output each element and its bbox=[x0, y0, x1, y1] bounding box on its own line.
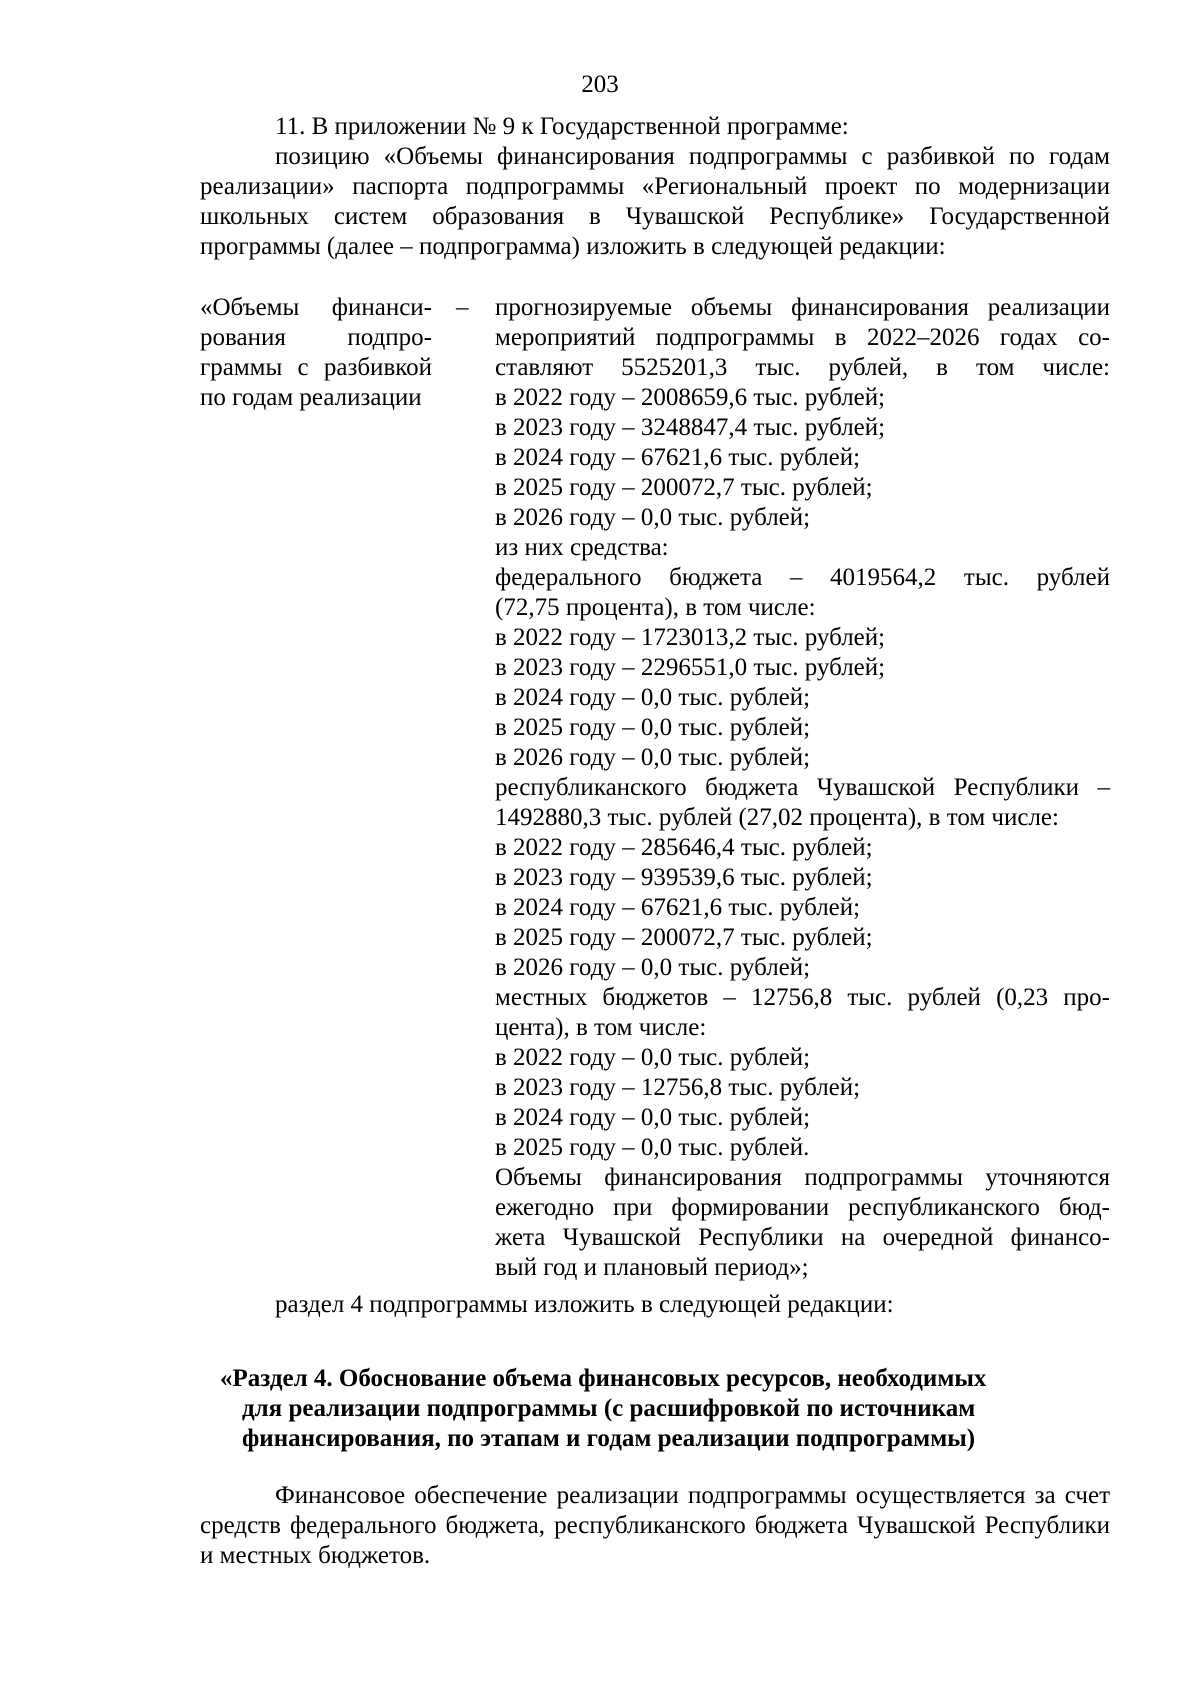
financing-line: в 2024 году – 0,0 тыс. рублей; bbox=[495, 1104, 811, 1131]
label-line: рования подпро- bbox=[200, 324, 432, 351]
financing-line: ежегодно при формировании республиканского бюд- bbox=[495, 1194, 1110, 1221]
heading-line: для реализации подпрограммы (с расшифровкой по источникам bbox=[242, 1395, 976, 1422]
financing-line: федерального бюджета – 4019564,2 тыс. рублей bbox=[495, 564, 1110, 591]
financing-line: в 2022 году – 2008659,6 тыс. рублей; bbox=[495, 384, 886, 411]
financing-line: в 2025 году – 200072,7 тыс. рублей; bbox=[495, 924, 873, 951]
passport-field-label bbox=[200, 293, 432, 413]
financing-line: местных бюджетов – 12756,8 тыс. рублей (0,23 про- bbox=[495, 984, 1110, 1011]
financing-line: в 2023 году – 2296551,0 тыс. рублей; bbox=[495, 654, 886, 681]
financing-line: в 2022 году – 0,0 тыс. рублей; bbox=[495, 1044, 811, 1071]
financing-line: в 2026 году – 0,0 тыс. рублей; bbox=[495, 504, 811, 531]
financing-line: ставляют 5525201,3 тыс. рублей, в том числе: bbox=[495, 354, 1110, 381]
financing-line: в 2024 году – 0,0 тыс. рублей; bbox=[495, 684, 811, 711]
financing-line: в 2024 году – 67621,6 тыс. рублей; bbox=[495, 444, 861, 471]
financing-line: в 2023 году – 12756,8 тыс. рублей; bbox=[495, 1074, 861, 1101]
section-intro: раздел 4 подпрограммы изложить в следующей редакции: bbox=[275, 1291, 894, 1318]
financing-line: прогнозируемые объемы финансирования реализации bbox=[495, 294, 1110, 321]
financing-line: в 2024 году – 67621,6 тыс. рублей; bbox=[495, 894, 861, 921]
heading-line: «Раздел 4. Обоснование объема финансовых ресурсов, необходимых bbox=[220, 1365, 987, 1392]
financing-line: цента), в том числе: bbox=[495, 1014, 707, 1041]
passport-dash: – bbox=[456, 294, 469, 321]
financing-line: в 2022 году – 285646,4 тыс. рублей; bbox=[495, 834, 873, 861]
page-number: 203 bbox=[581, 71, 619, 98]
financing-line: (72,75 процента), в том числе: bbox=[495, 594, 816, 621]
amendment-paragraph: позицию «Объемы финансирования подпрограммы с разбивкой по годам реализации» паспорта подпрограммы «Региональный проект по модернизации школьных систем образования в Чувашской Республике» Государственной программы (далее – подпрограмма) изложить в следующей редакции: bbox=[200, 143, 1110, 260]
passport-field-value bbox=[495, 293, 1110, 1283]
financing-line: Объемы финансирования подпрограммы уточняются bbox=[495, 1164, 1110, 1191]
amendment-item: 11. В приложении № 9 к Государственной программе: bbox=[275, 113, 849, 140]
section-heading bbox=[220, 1364, 1110, 1454]
financing-line: республиканского бюджета Чувашской Республики – bbox=[495, 774, 1110, 801]
financing-line: в 2025 году – 0,0 тыс. рублей; bbox=[495, 714, 811, 741]
label-line: по годам реализации bbox=[200, 384, 422, 411]
financing-line: в 2026 году – 0,0 тыс. рублей; bbox=[495, 744, 811, 771]
financing-line: в 2025 году – 0,0 тыс. рублей. bbox=[495, 1134, 810, 1161]
label-line: граммы с разбивкой bbox=[200, 354, 432, 381]
financing-line: вый год и плановый период»; bbox=[495, 1254, 809, 1281]
financing-line: из них средства: bbox=[495, 534, 669, 561]
financing-line: в 2023 году – 3248847,4 тыс. рублей; bbox=[495, 414, 886, 441]
financing-line: в 2022 году – 1723013,2 тыс. рублей; bbox=[495, 624, 886, 651]
financing-line: 1492880,3 тыс. рублей (27,02 процента), в том числе: bbox=[495, 804, 1059, 831]
label-line: «Объемы финанси- bbox=[200, 294, 432, 321]
financing-line: в 2023 году – 939539,6 тыс. рублей; bbox=[495, 864, 873, 891]
financing-line: в 2026 году – 0,0 тыс. рублей; bbox=[495, 954, 811, 981]
financing-line: жета Чувашской Республики на очередной финансо- bbox=[495, 1224, 1110, 1251]
financing-line: мероприятий подпрограммы в 2022–2026 годах со- bbox=[495, 324, 1110, 351]
financing-paragraph: Финансовое обеспечение реализации подпрограммы осуществляется за счет средств федерального бюджета, республиканского бюджета Чувашской Республики и местных бюджетов. bbox=[200, 1482, 1110, 1569]
heading-line: финансирования, по этапам и годам реализации подпрограммы) bbox=[242, 1425, 976, 1452]
financing-line: в 2025 году – 200072,7 тыс. рублей; bbox=[495, 474, 873, 501]
